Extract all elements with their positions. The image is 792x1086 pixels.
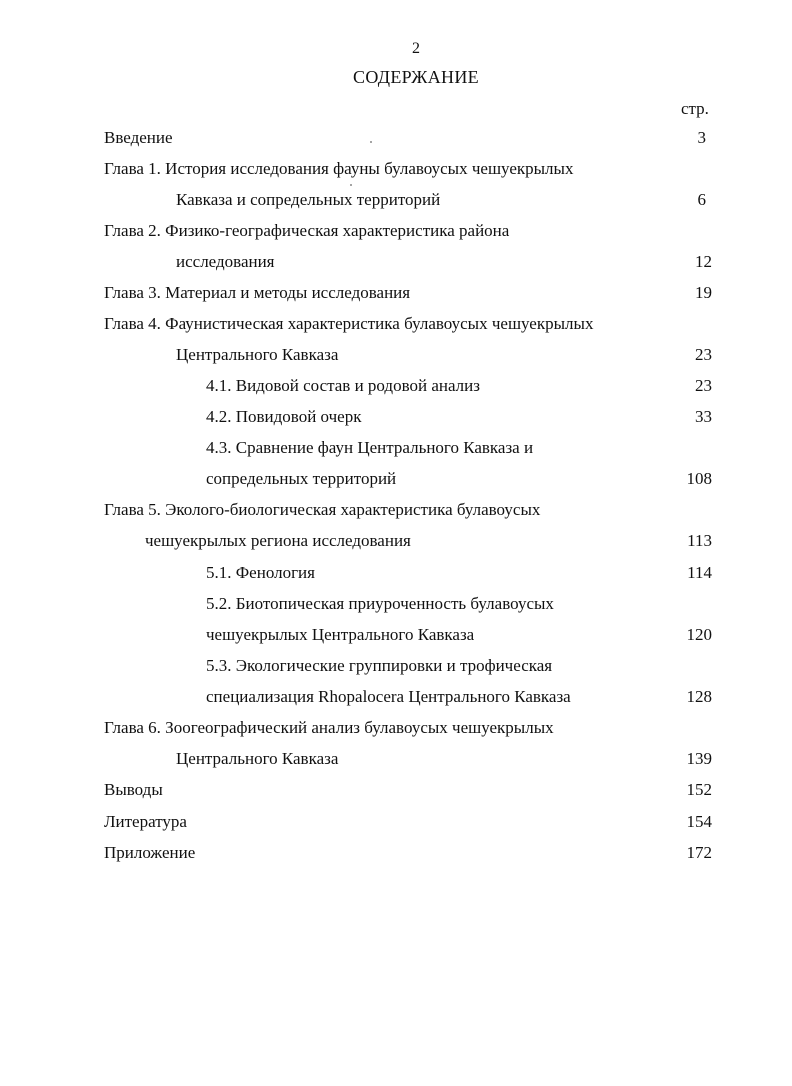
toc-entry-text: Литература: [104, 812, 187, 831]
toc-entry-text: Приложение: [104, 843, 196, 862]
page-title: СОДЕРЖАНИЕ: [353, 67, 479, 87]
scan-speck: [350, 184, 352, 186]
toc-entry-page: 172: [686, 843, 712, 862]
toc-entry-text: чешуекрылых региона исследования: [145, 531, 411, 550]
toc-entry-page: 128: [686, 687, 712, 706]
toc-entry-text: 5.3. Экологические группировки и трофическая: [206, 656, 553, 675]
toc-entry-text: Центрального Кавказа: [176, 749, 339, 768]
toc-entry-page: 23: [695, 376, 712, 395]
toc-entry-page: 23: [695, 345, 712, 364]
toc-entry-page: 19: [695, 283, 712, 302]
toc-entry-page: 108: [686, 469, 712, 488]
pages-column-header: стр.: [681, 99, 709, 118]
toc-entry-text: 4.1. Видовой состав и родовой анализ: [206, 376, 480, 395]
toc-entry-page: 3: [697, 128, 706, 147]
toc-entry-text: Введение: [104, 128, 173, 147]
toc-entry-page: 114: [687, 563, 712, 582]
toc-entry-text: 4.2. Повидовой очерк: [206, 407, 362, 426]
toc-entry-text: Глава 2. Физико-географическая характеристика района: [104, 221, 510, 240]
toc-entry-text: Центрального Кавказа: [176, 345, 339, 364]
toc-entry-page: 154: [686, 812, 712, 831]
toc-entry-text: сопредельных территорий: [206, 469, 397, 488]
toc-entry-text: 5.2. Биотопическая приуроченность булавоусых: [206, 594, 554, 613]
toc-entry-page: 33: [695, 407, 712, 426]
toc-entry-text: Глава 3. Материал и методы исследования: [104, 283, 411, 302]
toc-entry-page: 152: [686, 780, 712, 799]
toc-entry-text: Глава 1. История исследования фауны булавоусых чешуекрылых: [104, 159, 574, 178]
toc-entry-text: Выводы: [104, 780, 163, 799]
toc-entry-page: 113: [687, 531, 712, 550]
toc-entry-text: чешуекрылых Центрального Кавказа: [206, 625, 475, 644]
toc-entry-text: Глава 5. Эколого-биологическая характеристика булавоусых: [104, 500, 541, 519]
toc-entry-text: 4.3. Сравнение фаун Центрального Кавказа и: [206, 438, 534, 457]
toc-entry-page: 6: [697, 190, 706, 209]
scan-speck: [370, 141, 372, 143]
toc-entry-text: 5.1. Фенология: [206, 563, 315, 582]
toc-entry-text: исследования: [176, 252, 275, 271]
toc-entry-text: Глава 4. Фаунистическая характеристика булавоусых чешуекрылых: [104, 314, 594, 333]
toc-entry-page: 139: [686, 749, 712, 768]
toc-entry-page: 120: [686, 625, 712, 644]
toc-entry-text: Кавказа и сопредельных территорий: [176, 190, 441, 209]
page-number: 2: [412, 40, 420, 57]
toc-entry-text: Глава 6. Зоогеографический анализ булавоусых чешуекрылых: [104, 718, 554, 737]
toc-entry-text: специализация Rhopalocera Центрального Кавказа: [206, 687, 571, 706]
toc-entry-page: 12: [695, 252, 712, 271]
